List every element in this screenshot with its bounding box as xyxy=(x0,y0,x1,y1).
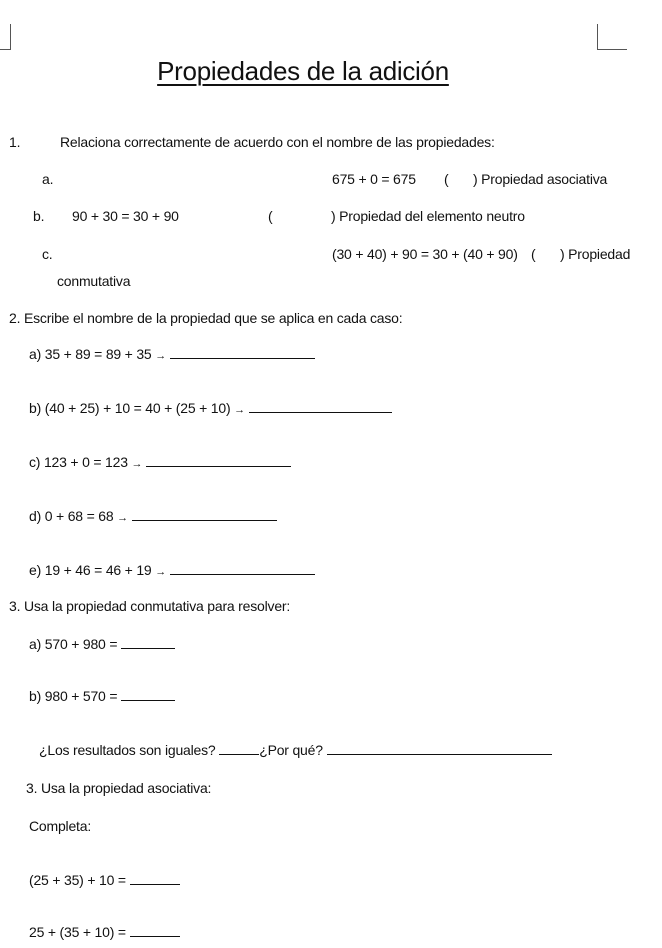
q1-item-c-answer: ) Propiedad xyxy=(560,246,631,262)
answer-blank[interactable] xyxy=(249,400,392,413)
q4-item-1 xyxy=(29,872,180,888)
q1-item-b-paren: ( xyxy=(268,208,273,224)
q3-question2: ¿Por qué? xyxy=(259,742,323,758)
q3-item-b xyxy=(29,688,175,704)
q2-item-b xyxy=(29,400,392,416)
q1-text: Relaciona correctamente de acuerdo con el nombre de las propiedades: xyxy=(60,134,495,150)
q1-item-c-answer-cont: conmutativa xyxy=(57,273,131,289)
q2-item-label: d) xyxy=(29,508,42,524)
q1-item-a-answer: ) Propiedad asociativa xyxy=(473,171,608,187)
q3-item-label: b) xyxy=(29,688,42,704)
q2-item-label: b) xyxy=(29,400,42,416)
q1-item-a-expr: 675 + 0 = 675 xyxy=(332,171,416,187)
q2-item-expr: 0 + 68 = 68 xyxy=(44,508,114,524)
q1-item-c-expr: (30 + 40) + 90 = 30 + (40 + 90) xyxy=(332,246,518,262)
arrow-icon: → xyxy=(131,458,143,470)
q3-followup xyxy=(39,742,552,758)
q3-item-expr: 980 + 570 = xyxy=(44,688,118,704)
arrow-icon: → xyxy=(117,512,128,524)
q2-item-expr: 35 + 89 = 89 + 35 xyxy=(44,346,152,362)
q2-item-e xyxy=(29,562,315,578)
q2-item-label: a) xyxy=(29,346,42,362)
q4-heading: 3. Usa la propiedad asociativa: xyxy=(26,780,212,796)
answer-blank[interactable] xyxy=(130,924,180,937)
q1-item-b-letter: b. xyxy=(33,208,45,224)
answer-blank[interactable] xyxy=(121,688,175,701)
q1-item-c-paren: ( xyxy=(531,246,536,262)
q4-item-expr: 25 + (35 + 10) = xyxy=(29,924,126,940)
arrow-icon: → xyxy=(234,404,245,416)
q2-item-a xyxy=(29,346,315,362)
arrow-icon: → xyxy=(155,350,167,362)
q3-item-expr: 570 + 980 = xyxy=(44,636,118,652)
page-title: Propiedades de la adición xyxy=(157,56,449,86)
answer-blank[interactable] xyxy=(130,872,180,885)
q1-item-a-letter: a. xyxy=(42,171,54,187)
answer-blank[interactable] xyxy=(132,508,277,521)
q4-item-expr: (25 + 35) + 10 = xyxy=(29,872,126,888)
q1-item-c-letter: c. xyxy=(42,246,53,262)
q1-item-b-expr: 90 + 30 = 30 + 90 xyxy=(72,208,179,224)
q2-item-expr: 123 + 0 = 123 xyxy=(43,454,128,470)
q3-item-a xyxy=(29,636,175,652)
corner-mark-right-horizontal xyxy=(597,49,627,50)
q4-complete: Completa: xyxy=(29,818,92,834)
q2-item-label: c) xyxy=(29,454,41,470)
answer-blank[interactable] xyxy=(146,454,291,467)
corner-mark-left-vertical xyxy=(10,24,11,50)
answer-blank[interactable] xyxy=(170,562,315,575)
q1-item-b-answer: ) Propiedad del elemento neutro xyxy=(331,208,525,224)
corner-mark-right-vertical xyxy=(597,24,598,50)
corner-mark-left-horizontal xyxy=(0,49,11,50)
answer-blank[interactable] xyxy=(219,742,259,755)
q4-item-2 xyxy=(29,924,180,940)
q2-item-expr: 19 + 46 = 46 + 19 xyxy=(44,562,152,578)
q2-item-label: e) xyxy=(29,562,42,578)
q2-item-d xyxy=(29,508,277,524)
arrow-icon: → xyxy=(155,566,167,578)
q2-item-expr: (40 + 25) + 10 = 40 + (25 + 10) xyxy=(44,400,231,416)
q1-item-a-paren: ( xyxy=(444,171,449,187)
q1-number: 1. xyxy=(9,134,21,150)
q3-question1: ¿Los resultados son iguales? xyxy=(39,742,216,758)
answer-blank[interactable] xyxy=(121,636,175,649)
q2-item-c xyxy=(29,454,291,470)
answer-blank[interactable] xyxy=(327,742,552,755)
q2-heading: 2. Escribe el nombre de la propiedad que se aplica en cada caso: xyxy=(9,310,403,326)
q3-item-label: a) xyxy=(29,636,42,652)
answer-blank[interactable] xyxy=(170,346,315,359)
q3-heading: 3. Usa la propiedad conmutativa para resolver: xyxy=(9,598,291,614)
